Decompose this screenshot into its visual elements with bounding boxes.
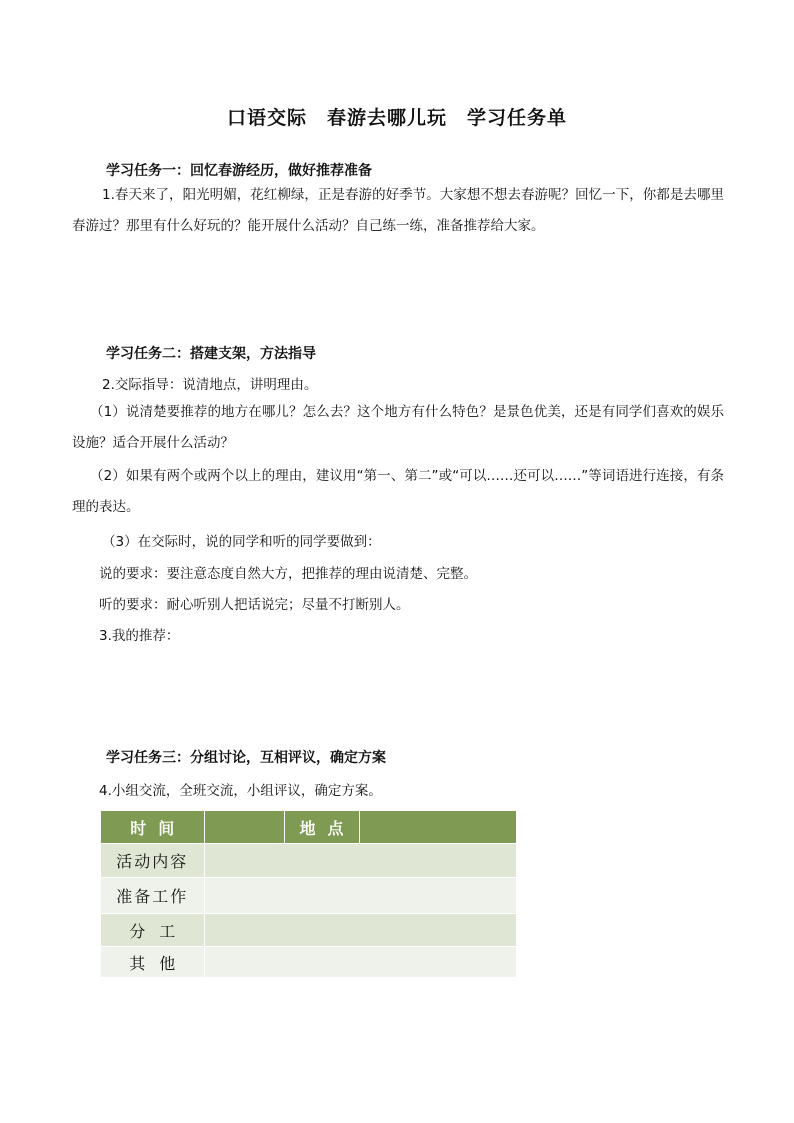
place-header: 地点	[284, 811, 359, 844]
listening-requirement: 听的要求：耐心听别人把话说完；尽量不打断别人。	[99, 597, 410, 613]
page-title: 口语交际 春游去哪儿玩 学习任务单	[226, 107, 567, 129]
other-cell[interactable]	[204, 947, 516, 978]
table-row	[101, 914, 516, 947]
time-value-cell[interactable]	[204, 811, 284, 844]
division-cell[interactable]	[204, 914, 516, 947]
task3-heading: 学习任务三：分组讨论，互相评议，确定方案	[106, 750, 386, 766]
plan-table-header-row	[101, 811, 516, 844]
guidance-item-3: （3）在交际时，说的同学和听的同学要做到：	[102, 534, 381, 550]
preparation-cell[interactable]	[204, 878, 516, 914]
table-row	[101, 844, 516, 878]
table-row	[101, 947, 516, 978]
plan-table	[101, 811, 517, 978]
task3-instruction: 4.小组交流，全班交流，小组评议，确定方案。	[99, 783, 382, 799]
my-recommendation: 3.我的推荐：	[99, 628, 180, 644]
task2-heading: 学习任务二：搭建支架，方法指导	[106, 346, 316, 362]
row-label-division: 分工	[101, 914, 204, 947]
activity-content-cell[interactable]	[204, 844, 516, 878]
place-value-cell[interactable]	[359, 811, 516, 844]
row-label-preparation: 准备工作	[101, 878, 204, 914]
guidance-item-1: （1）说清楚要推荐的地方在哪儿？怎么去？这个地方有什么特色？是景色优美，还是有同学们喜欢的娱乐设施？适合开展什么活动？	[72, 404, 724, 451]
table-row	[101, 878, 516, 914]
guidance-intro: 2.交际指导：说清地点，讲明理由。	[102, 377, 318, 393]
time-header: 时间	[101, 811, 204, 844]
task1-paragraph: 1.春天来了，阳光明媚，花红柳绿，正是春游的好季节。大家想不想去春游呢？回忆一下，你都是去哪里春游过？那里有什么好玩的？能开展什么活动？自己练一练，准备推荐给大家。	[72, 187, 724, 234]
guidance-item-2: （2）如果有两个或两个以上的理由，建议用“第一、第二”或“可以……还可以……”等词语进行连接，有条理的表达。	[72, 468, 724, 515]
row-label-other: 其他	[101, 947, 204, 978]
row-label-activity: 活动内容	[101, 844, 204, 878]
task1-heading: 学习任务一：回忆春游经历，做好推荐准备	[106, 163, 372, 179]
speaking-requirement: 说的要求：要注意态度自然大方，把推荐的理由说清楚、完整。	[99, 566, 477, 582]
